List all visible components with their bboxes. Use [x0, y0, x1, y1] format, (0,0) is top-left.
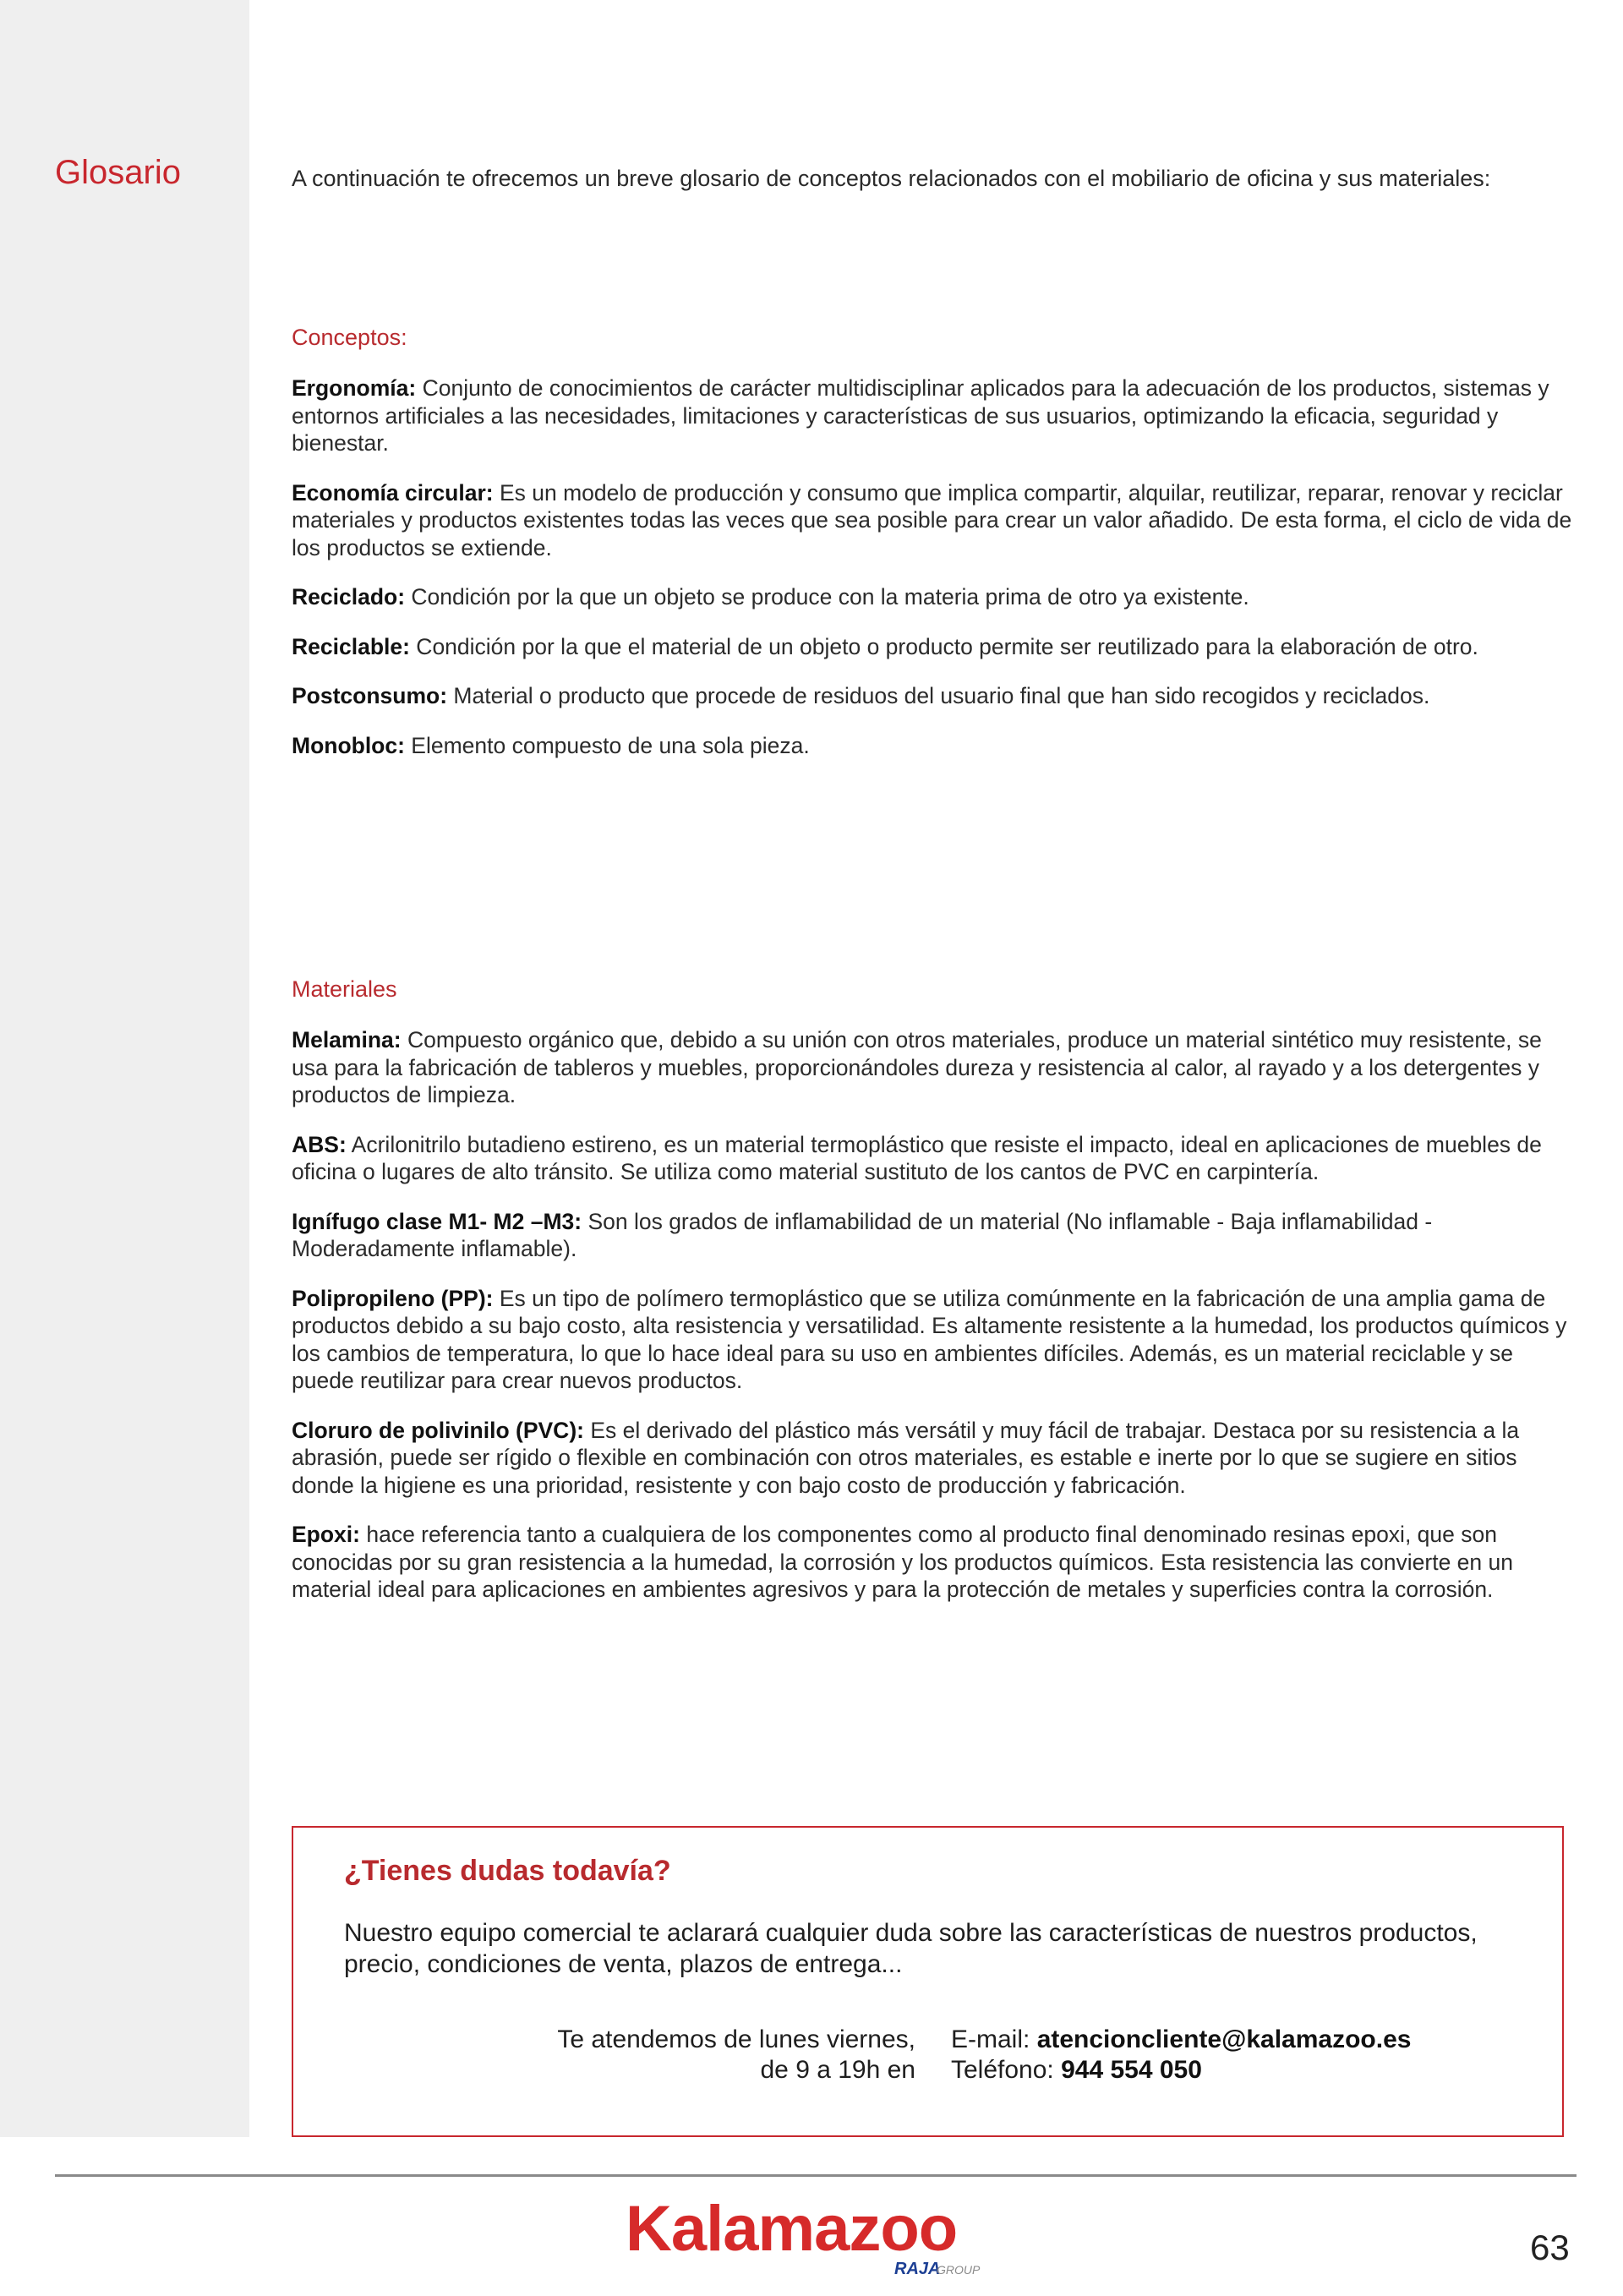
phone-line	[951, 2055, 1411, 2086]
entry-term: Cloruro de polivinilo (PVC):	[292, 1417, 584, 1443]
phone-label: Teléfono:	[951, 2056, 1062, 2084]
footer-divider	[55, 2174, 1577, 2177]
contact-box-title: ¿Tienes dudas todavía?	[344, 1855, 671, 1887]
entry-term: Melamina:	[292, 1027, 402, 1052]
contact-details	[951, 2025, 1411, 2086]
glossary-entry	[292, 1285, 1577, 1395]
entry-term: Ignífugo clase M1- M2 –M3:	[292, 1208, 582, 1234]
glossary-entry	[292, 682, 1577, 710]
logo-group: GROUP	[937, 2263, 981, 2277]
entry-term: Ergonomía:	[292, 375, 417, 401]
conceptos-heading: Conceptos:	[292, 325, 407, 350]
entry-definition: Es un tipo de polímero termoplástico que se utiliza comúnmente en la fabricación de una amplia gama de productos debido a su bajo costo, alta resistencia y versatilidad. Es altamente resistente a la humedad, los productos químicos y los cambios de temperatura, lo que lo hace ideal para su uso en ambientes difíciles. Además, es un material reciclable y se puede reutilizar para crear nuevos productos.	[292, 1285, 1567, 1393]
materiales-heading: Materiales	[292, 976, 397, 1002]
glossary-entry	[292, 1131, 1577, 1186]
intro-text: A continuación te ofrecemos un breve glosario de conceptos relacionados con el mobiliario de oficina y sus materiales:	[292, 166, 1491, 191]
entry-term: Reciclado:	[292, 584, 406, 610]
entry-term: Economía circular:	[292, 479, 494, 506]
entry-term: ABS:	[292, 1131, 347, 1157]
entry-definition: Condición por la que un objeto se produce con la materia prima de otro ya existente.	[405, 584, 1249, 610]
page-number: 63	[1530, 2228, 1570, 2267]
contact-box-text: Nuestro equipo comercial te aclarará cualquier duda sobre las características de nuestros productos, precio, condiciones de venta, plazos de entrega...	[344, 1919, 1478, 1978]
entry-definition: hace referencia tanto a cualquiera de los componentes como al producto final denominado resinas epoxi, que son conocidas por su gran resistencia a la humedad, la corrosión y los productos químicos. Esta resistencia las convierte en un material ideal para aplicaciones en ambientes agresivos y para la protección de metales y superficies contra la corrosión.	[292, 1522, 1514, 1602]
entry-definition: Elemento compuesto de una sola pieza.	[404, 732, 810, 758]
opening-hours	[557, 2025, 915, 2086]
glossary-entry	[292, 1208, 1577, 1263]
glossary-entry	[292, 583, 1577, 611]
glossary-entry	[292, 1417, 1577, 1500]
entry-definition: Son los grados de inflamabilidad de un material (No inflamable - Baja inflamabilidad - Moderadamente inflamable).	[292, 1208, 1433, 1261]
sidebar-panel	[0, 0, 249, 2137]
email-line	[951, 2025, 1411, 2055]
entry-definition: Es el derivado del plástico más versátil y muy fácil de trabajar. Destaca por su resistencia a la abrasión, puede ser rígido o flexible en combinación con otros materiales, es estable e inerte por lo que se sugiere en sitios donde la higiene es una prioridad, resistente y con bajo costo de producción y fabricación.	[292, 1417, 1520, 1498]
conceptos-section	[292, 325, 1577, 781]
glossary-entry	[292, 732, 1577, 760]
entry-term: Polipropileno (PP):	[292, 1285, 494, 1311]
phone-link[interactable]: 944 554 050	[1061, 2056, 1202, 2084]
entry-definition: Conjunto de conocimientos de carácter multidisciplinar aplicados para la adecuación de los productos, sistemas y entornos artificiales a las necesidades, limitaciones y características de sus usuarios, optimizando la eficacia, seguridad y bienestar.	[292, 375, 1549, 456]
entry-definition: Material o producto que procede de residuos del usuario final que han sido recogidos y reciclados.	[447, 683, 1430, 708]
entry-definition: Acrilonitrilo butadieno estireno, es un material termoplástico que resiste el impacto, ideal en aplicaciones de muebles de oficina o lugares de alto tránsito. Se utiliza como material sustituto de los cantos de PVC en carpintería.	[292, 1131, 1542, 1184]
glossary-entry	[292, 479, 1577, 562]
entry-term: Epoxi:	[292, 1522, 360, 1547]
contact-box	[292, 1826, 1564, 2137]
glossary-entry	[292, 1521, 1577, 1604]
logo-wordmark: Kalamazoo	[626, 2195, 958, 2265]
opening-hours-line-2: de 9 a 19h en	[760, 2056, 915, 2084]
entry-definition: Compuesto orgánico que, debido a su unión con otros materiales, produce un material sintético muy resistente, se usa para la fabricación de tableros y muebles, proporcionándoles dureza y resistencia al calor, al rayado y a los detergentes y productos de limpieza.	[292, 1027, 1542, 1107]
materiales-section	[292, 976, 1577, 1626]
entry-definition: Condición por la que el material de un objeto o producto permite ser reutilizado para la elaboración de otro.	[409, 633, 1478, 659]
kalamazoo-logo	[626, 2195, 1006, 2279]
logo-raja: RAJA	[894, 2260, 941, 2278]
opening-hours-line-1: Te atendemos de lunes viernes,	[557, 2025, 915, 2053]
entry-term: Postconsumo:	[292, 683, 448, 708]
entry-term: Reciclable:	[292, 633, 410, 659]
entry-term: Monobloc:	[292, 732, 405, 758]
entry-definition: Es un modelo de producción y consumo que implica compartir, alquilar, reutilizar, reparar, renovar y reciclar materiales y productos existentes todas las veces que sea posible para crear un valor añadido. De esta forma, el ciclo de vida de los productos se extiende.	[292, 479, 1572, 560]
email-link[interactable]: atencioncliente@kalamazoo.es	[1036, 2025, 1412, 2053]
glossary-entry	[292, 633, 1577, 661]
email-label: E-mail:	[951, 2025, 1037, 2053]
glossary-entry	[292, 1026, 1577, 1109]
glossary-entry	[292, 374, 1577, 457]
section-title: Glosario	[55, 154, 181, 191]
